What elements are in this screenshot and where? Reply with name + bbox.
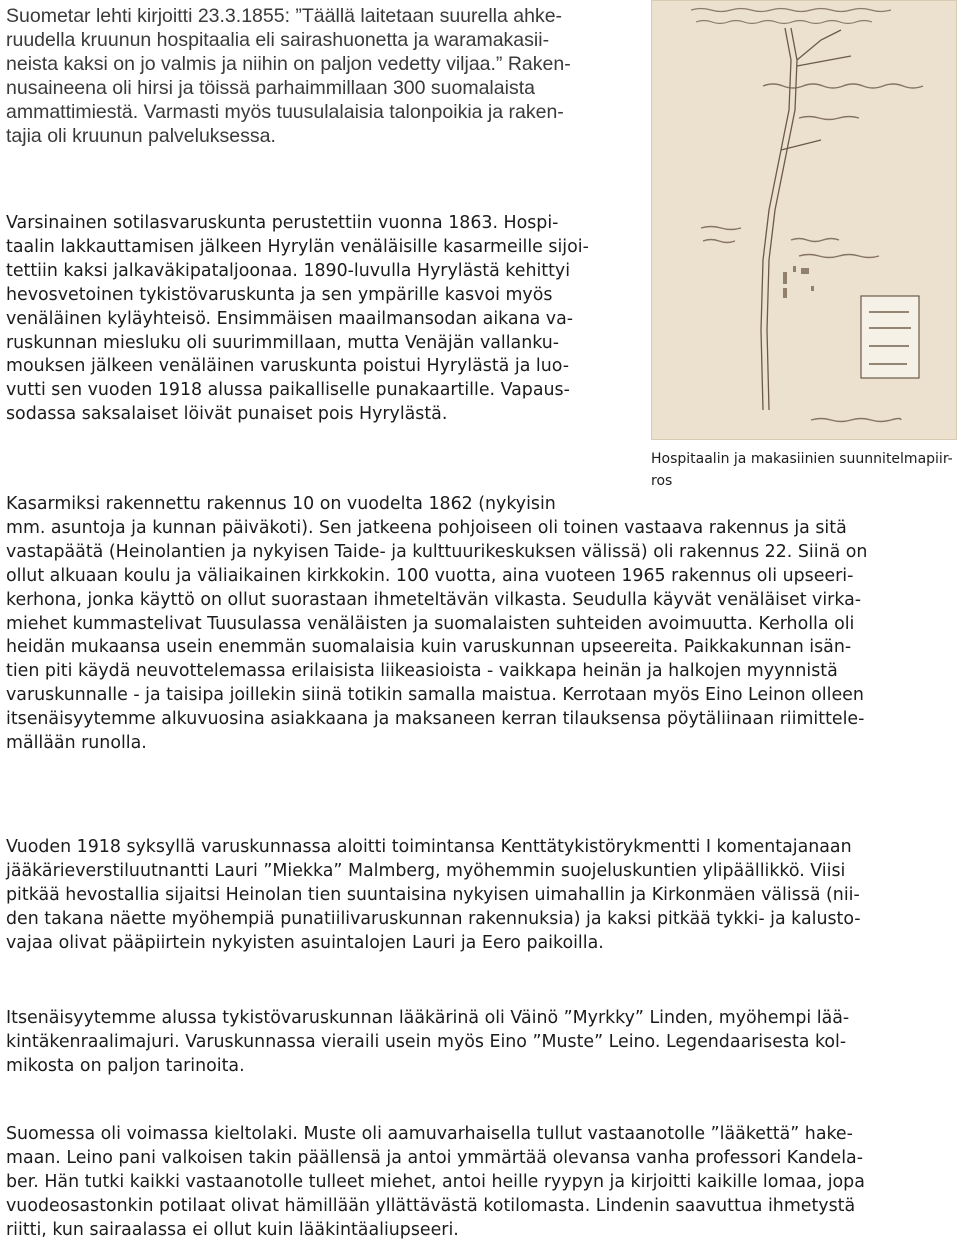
paragraph-building-10 [6, 493, 867, 756]
text-line: Vuoden 1918 syksyllä varuskunnassa aloitti toimintansa Kenttätykistörykmentti I komentajanaan [6, 837, 852, 857]
text-line: ammattimiestä. Varmasti myös tuusulalaisia talonpoikia ja raken- [6, 100, 564, 123]
text-line: jääkärieverstiluutnantti Lauri ”Miekka” Malmberg, myöhemmin suojeluskuntien ylipäällikkö. Viisi [6, 860, 846, 881]
text-line: sodassa saksalaiset löivät punaiset pois Hyrylästä. [6, 404, 448, 425]
text-line: tajia oli kruunun palveluksessa. [6, 124, 276, 147]
archive-stamp [861, 296, 919, 378]
text-line: vastapäätä (Heinolantien ja nykyisen Taide- ja kulttuurikeskuksen välissä) oli rakennus 22. Siinä on [6, 541, 868, 562]
text-line: ruudella kruunun hospitaalia eli sairashuonetta ja waramakasii- [6, 28, 550, 51]
text-line: ber. Hän tutki kaikki vastaanotolle tulleet miehet, antoi heille ryypyn ja kirjoitti kaikille lomaa, jopa [6, 1171, 865, 1192]
text-line: vutti sen vuoden 1918 alussa paikalliselle punakaartille. Vapaus- [6, 380, 570, 401]
text-line: kerhona, jonka käyttö on ollut suorastaan ihmeteltävän vilkasta. Seudulla käyvät venäläiset virka- [6, 589, 862, 610]
text-line: ros [651, 473, 673, 489]
text-line: mouksen jälkeen venäläinen varuskunta poistui Hyrylästä ja luo- [6, 356, 569, 377]
text-line: varuskunnalle - ja taisipa joillekin siinä totikin samalla maistua. Kerrotaan myös Eino Leinon olleen [6, 685, 864, 706]
text-line: ollut alkuaan koulu ja väliaikainen kirkkokin. 100 vuotta, aina vuoteen 1965 rakennus oli upseeri- [6, 565, 854, 586]
text-line: pitkää hevostallia sijaitsi Heinolan tien suuntaisina nykyisen uimahallin ja Kirkonmäen välissä (nii- [6, 884, 860, 905]
text-line: vajaa olivat pääpiirtein nykyisten asuintalojen Lauri ja Eero paikoilla. [6, 932, 604, 953]
text-line: neista kaksi on jo valmis ja niihin on paljon vedetty viljaa.” Raken- [6, 52, 571, 75]
paragraph-artillery-regiment [6, 836, 861, 956]
text-line: ruskunnan miesluku oli suurimmillaan, mutta Venäjän vallanku- [6, 332, 560, 353]
text-line: Varsinainen sotilasvaruskunta perustettiin vuonna 1863. Hospi- [6, 213, 559, 233]
text-line: hevosvetoinen tykistövaruskunta ja sen ympärille kasvoi myös [6, 284, 553, 305]
text-line: Suomessa oli voimassa kieltolaki. Muste oli aamuvarhaisella tullut vastaanotolle ”lääkettä” hake- [6, 1124, 853, 1144]
paragraph-intro [6, 5, 571, 148]
text-line: riitti, kun sairaalassa ei ollut kuin lääkintäaliupseeri. [6, 1219, 459, 1240]
text-line: miehet kummastelivat Tuusulassa venäläisten ja suomalaisten suhteiden avoimuutta. Kerholla oli [6, 613, 855, 634]
text-line: vuodeosastonkin potilaat olivat hämillään yllättävästä kotilomasta. Lindenin saavuttua ihmetystä [6, 1195, 856, 1216]
text-line: kintäkenraalimajuri. Varuskunnassa vieraili usein myös Eino ”Muste” Leino. Legendaarisesta kol- [6, 1031, 847, 1052]
text-line: venäläinen kyläyhteisö. Ensimmäisen maailmansodan aikana va- [6, 308, 574, 329]
text-line: nusaineena oli hirsi ja töissä parhaimmillaan 300 suomalaista [6, 76, 535, 99]
text-line: taalin lakkauttamisen jälkeen Hyrylän venäläisille kasarmeille sijoi- [6, 236, 589, 257]
text-line: maan. Leino pani valkoisen takin päällensä ja antoi ymmärtää olevansa vanha professori Kandela- [6, 1147, 863, 1168]
figure-caption [651, 448, 957, 492]
paragraph-doctor-linden [6, 1007, 849, 1079]
paragraph-garrison-founding [6, 212, 589, 427]
text-line: mikosta on paljon tarinoita. [6, 1055, 245, 1076]
text-line: tien piti käydä neuvottelemassa erilaisista liikeasioista - vaikkapa heinän ja halkojen myynnistä [6, 661, 838, 682]
text-line: heidän mukaansa usein enemmän suomalaisia kuin varuskunnan upseereita. Paikkakunnan isän- [6, 637, 852, 658]
text-line: mällään runolla. [6, 733, 147, 754]
hospital-plan-drawing [651, 0, 957, 440]
text-line: Hospitaalin ja makasiinien suunnitelmapiir- [651, 451, 953, 467]
paragraph-prohibition-story [6, 1123, 865, 1243]
historical-map-figure [651, 0, 957, 440]
text-line: Kasarmiksi rakennettu rakennus 10 on vuodelta 1862 (nykyisin [6, 494, 556, 514]
text-line: tettiin kaksi jalkaväkipataljoonaa. 1890-luvulla Hyrylästä kehittyi [6, 260, 571, 281]
text-line: Suometar lehti kirjoitti 23.3.1855: ”Täällä laitetaan suurella ahke- [6, 5, 563, 27]
text-line: itsenäisyytemme alkuvuosina asiakkaana ja maksaneen kerran tilauksensa pöytäliinaan riimittele- [6, 709, 865, 730]
text-line: mm. asuntoja ja kunnan päiväkoti). Sen jatkeena pohjoiseen oli toinen vastaava rakennus ja sitä [6, 517, 847, 538]
text-line: den takana näette myöhempiä punatiilivaruskunnan rakennuksia) ja kaksi pitkää tykki- ja kalusto- [6, 908, 861, 929]
text-line: Itsenäisyytemme alussa tykistövaruskunnan lääkärinä oli Väinö ”Myrkky” Linden, myöhempi lää- [6, 1008, 850, 1028]
